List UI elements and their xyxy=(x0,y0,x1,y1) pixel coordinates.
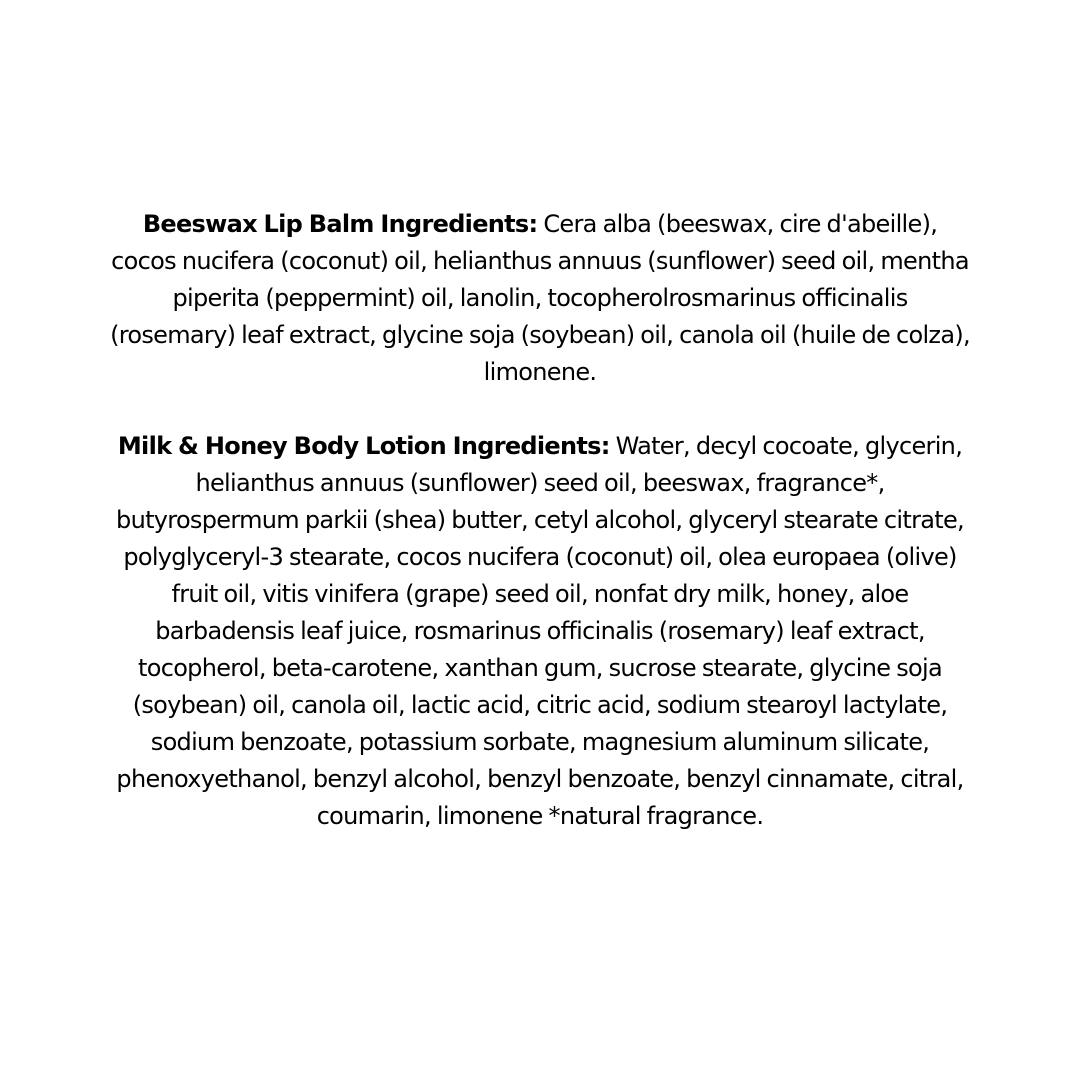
body-lotion-ingredient-list: Water, decyl cocoate, glycerin, helianthus annuus (sunflower) seed oil, beeswax, fragrance*, butyrospermum parkii (shea) butter, cetyl alcohol, glyceryl stearate citrate, polyglyceryl-3 stearate, cocos nucifera (coconut) oil, olea europaea (olive) fruit oil, vitis vinifera (grape) seed oil, nonfat dry milk, honey, aloe barbadensis leaf juice, rosmarinus officinalis (rosemary) leaf extract, tocopherol, beta-carotene, xanthan gum, sucrose stearate, glycine soja (soybean) oil, canola oil, lactic acid, citric acid, sodium stearoyl lactylate, sodium benzoate, potassium sorbate, magnesium aluminum silicate, phenoxyethanol, benzyl alcohol, benzyl benzoate, benzyl cinnamate, citral, coumarin, limonene *natural fragrance. xyxy=(116,432,964,830)
lip-balm-ingredient-list: Cera alba (beeswax, cire d'abeille), cocos nucifera (coconut) oil, helianthus annuus (sunflower) seed oil, mentha piperita (peppermint) oil, lanolin, tocopherolrosmarinus officinalis (rosemary) leaf extract, glycine soja (soybean) oil, canola oil (huile de colza), limonene. xyxy=(110,210,970,386)
body-lotion-ingredients xyxy=(108,428,972,835)
lip-balm-ingredients xyxy=(108,206,972,391)
ingredients-document xyxy=(108,206,972,835)
lip-balm-title: Beeswax Lip Balm Ingredients: xyxy=(142,210,538,238)
body-lotion-title: Milk & Honey Body Lotion Ingredients: xyxy=(117,432,610,460)
